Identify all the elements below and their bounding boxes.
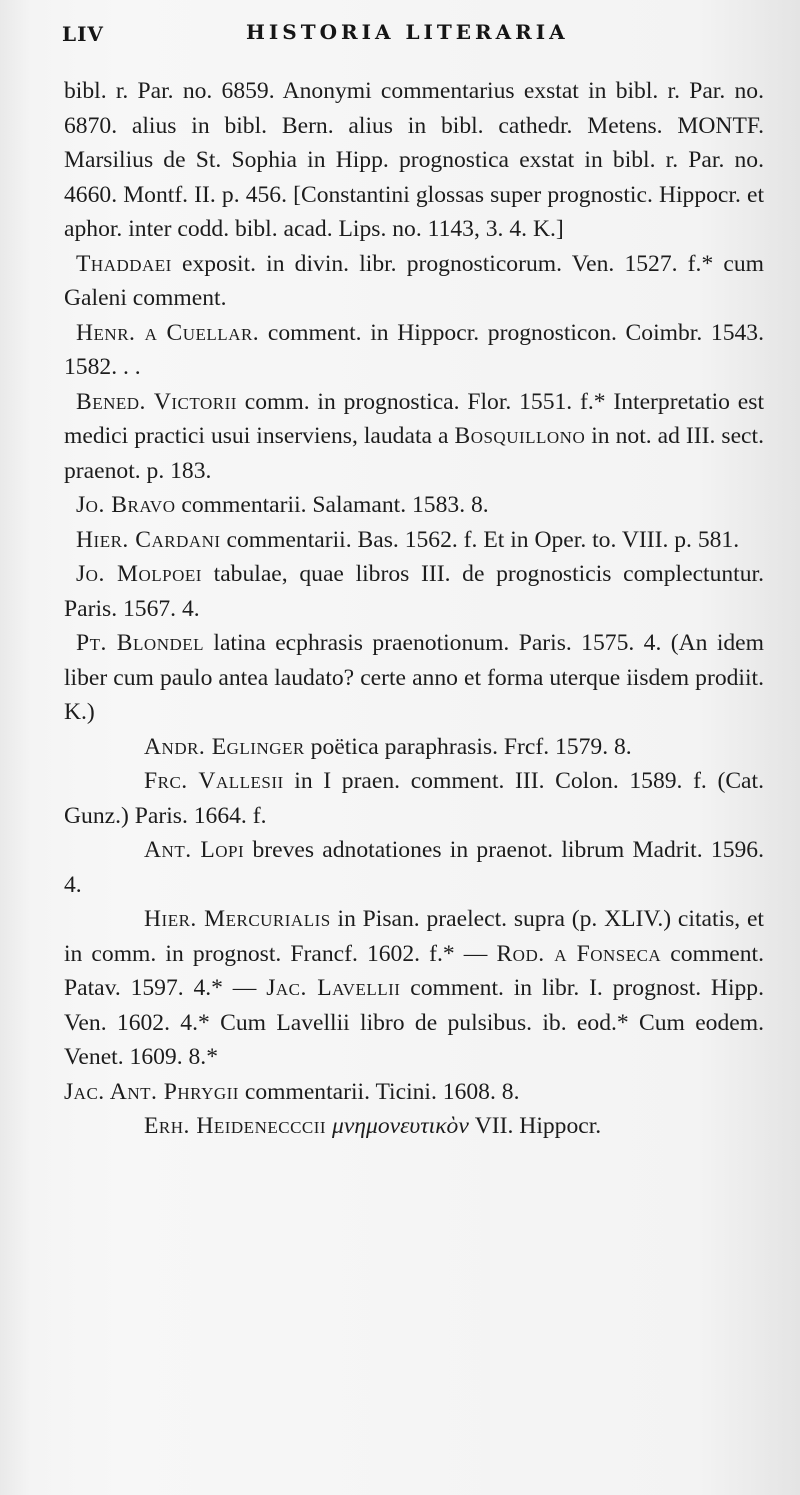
- entry-text: latina ecphrasis praenotionum. Paris. 1575. 4. (An idem liber cum paulo antea laudato? certe anno et forma uterque iisdem prodiit. K.): [64, 630, 764, 725]
- author-name: Jo. Bravo: [76, 492, 176, 518]
- entry-paragraph: [64, 764, 764, 833]
- entry-text: bibl. r. Par. no. 6859. Anonymi commentarius exstat in bibl. r. Par. no. 6870. alius in bibl. Bern. alius in bibl. cathedr. Metens. MONTF. Marsilius de St. Sophia in Hipp. prognostica exstat in bibl. r. Par. no. 4660. Montf. II. p. 456. [Constantini glossas super prognostic. Hippocr. et aphor. inter codd. bibl. acad. Lips. no. 1143, 3. 4. K.]: [64, 78, 764, 242]
- entry-text: VII. Hippocr.: [468, 1113, 602, 1139]
- author-name: Ant. Lopi: [144, 837, 245, 863]
- entry-text: in not. ad III. sect. praenot. p. 183.: [64, 423, 764, 484]
- entry-paragraph: [64, 385, 764, 489]
- running-title: HISTORIA LITERARIA: [246, 20, 569, 44]
- entry-paragraph: [64, 902, 764, 1075]
- page-header: [62, 16, 760, 50]
- greek-title: μνημονευτικὸν: [326, 1113, 469, 1139]
- author-name: Pt. Blondel: [76, 630, 205, 656]
- entry-paragraph: [64, 833, 764, 902]
- entry-paragraph: [64, 488, 764, 523]
- entry-paragraph: [64, 247, 764, 316]
- page-number: LIV: [62, 22, 104, 46]
- entry-paragraph: [64, 316, 764, 385]
- entry-paragraph: [64, 626, 764, 730]
- entry-text: comment. in Hippocr. prognosticon. Coimbr. 1543. 1582. . .: [64, 319, 764, 380]
- author-name: Andr. Eglinger: [144, 733, 305, 760]
- entry-text: breves adnotationes in praenot. librum Madrit. 1596. 4.: [64, 837, 764, 898]
- entry-text: in Pisan. praelect. supra (p. XLIV.) citatis, et in comm. in prognost. Francf. 1602. f.* —: [64, 906, 764, 967]
- entry-paragraph: [64, 1075, 764, 1110]
- entry-text: poëtica paraphrasis. Frcf. 1579. 8.: [304, 733, 632, 760]
- author-name: Jac. Ant. Phrygii: [64, 1078, 239, 1105]
- body-text: [64, 74, 764, 1144]
- entry-text: commentarii. Bas. 1562. f. Et in Oper. to. VIII. p. 581.: [220, 526, 740, 553]
- author-name: Bened. Victorii: [76, 388, 237, 415]
- entry-text: commentarii. Ticini. 1608. 8.: [238, 1078, 520, 1105]
- entry-text: commentarii. Salamant. 1583. 8.: [175, 492, 489, 518]
- author-name: Rod. a Fonseca: [496, 940, 662, 967]
- author-name: Frc. Vallesii: [144, 768, 284, 794]
- author-name: Erh. Heidenecccii: [144, 1113, 327, 1139]
- entry-paragraph: [64, 1109, 764, 1144]
- entry-text: comm. in prognostica. Flor. 1551. f.* Interpretatio est medici practici usui inserviens, laudata a: [64, 388, 764, 449]
- entry-paragraph: [64, 74, 764, 247]
- entry-text: comment. in libr. I. prognost. Hipp. Ven. 1602. 4.* Cum Lavellii libro de pulsibus. ib. eod.* Cum eodem. Venet. 1609. 8.*: [64, 975, 764, 1070]
- author-name: Thaddaei: [76, 250, 172, 277]
- entry-text: exposit. in divin. libr. prognosticorum. Ven. 1527. f.* cum Galeni comment.: [64, 250, 764, 311]
- author-name: Henr. a Cuellar.: [76, 319, 260, 346]
- entry-text: tabulae, quae libros III. de prognosticis complectuntur. Paris. 1567. 4.: [64, 561, 764, 622]
- entry-paragraph: [64, 730, 764, 765]
- author-name: Bosquillono: [454, 423, 586, 449]
- author-name: Hier. Mercurialis: [144, 906, 331, 932]
- entry-paragraph: [64, 557, 764, 626]
- entry-text: comment. Patav. 1597. 4.* —: [64, 940, 764, 1001]
- entry-paragraph: [64, 523, 764, 558]
- author-name: Jo. Molpoei: [76, 561, 202, 587]
- entry-text: in I praen. comment. III. Colon. 1589. f. (Cat. Gunz.) Paris. 1664. f.: [64, 768, 764, 829]
- author-name: Jac. Lavellii: [266, 975, 401, 1001]
- author-name: Hier. Cardani: [76, 526, 221, 553]
